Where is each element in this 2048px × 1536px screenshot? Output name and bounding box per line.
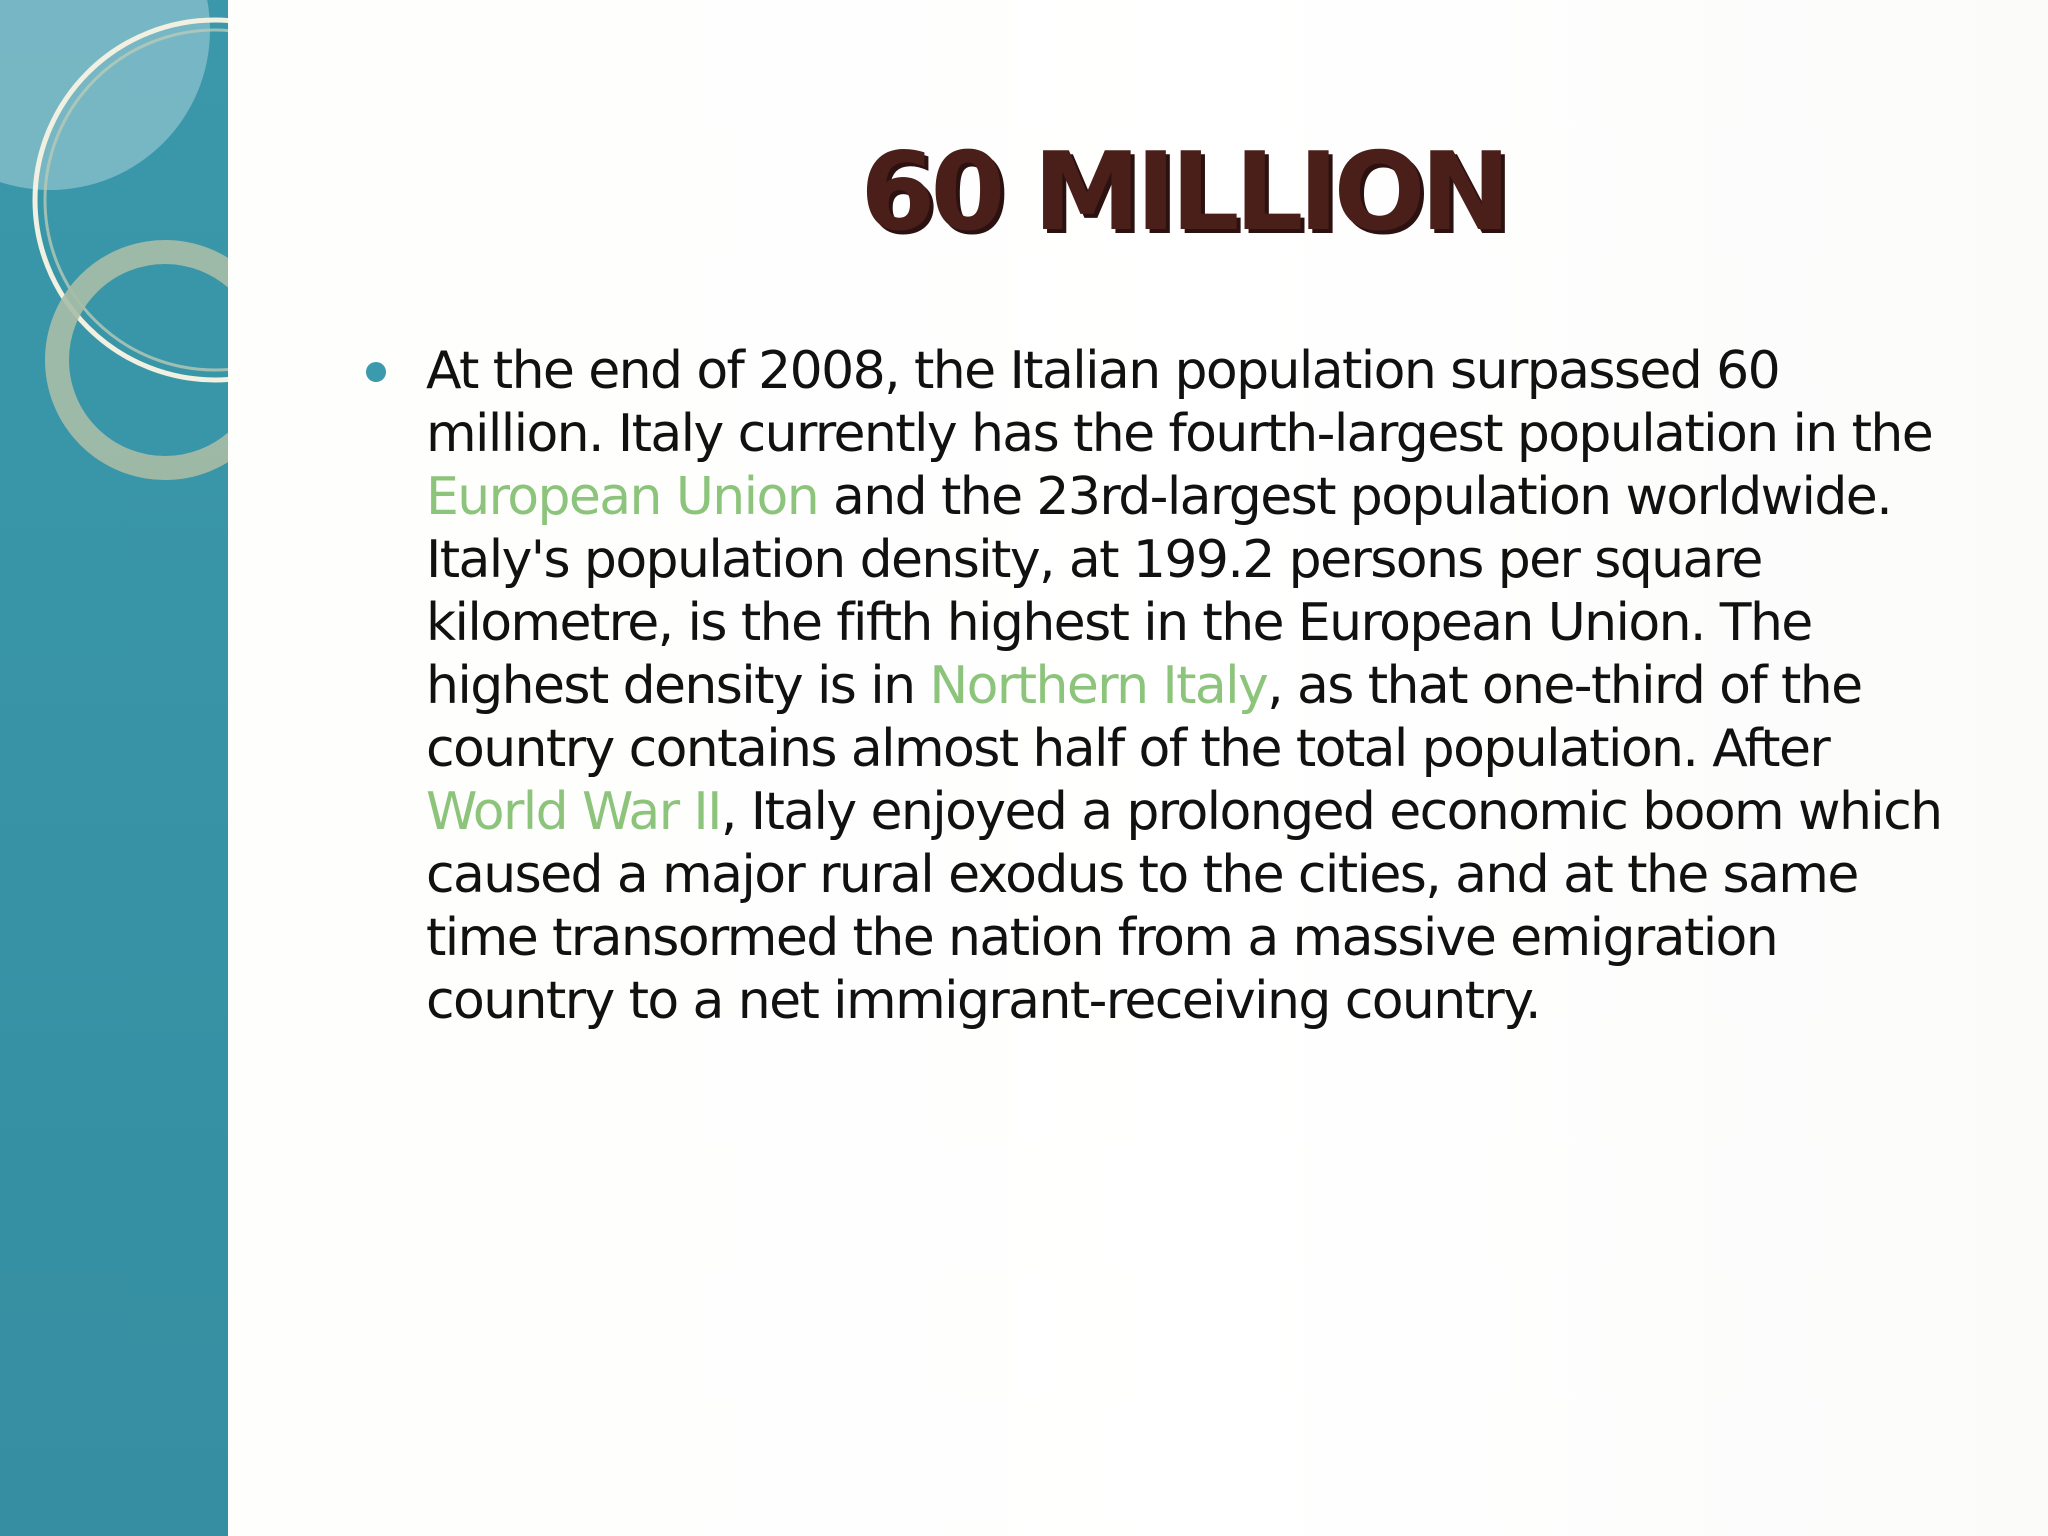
slide-title: 60 MILLION xyxy=(860,130,1506,255)
bullet-text-segment: and the 23rd-largest population worldwide. Italy's population density, at 199.2 persons per square kilometre, is the fifth highest in the European Union. The highest density is in xyxy=(426,467,1892,716)
bullet-text-segment: , as that one-third of the country contains almost half of the total population. After xyxy=(426,656,1862,779)
bullet-list xyxy=(360,340,1970,1033)
link-northern-italy[interactable]: Northern Italy xyxy=(929,656,1268,716)
bullet-dot-icon xyxy=(366,362,386,382)
bullet-text-segment: , Italy enjoyed a prolonged economic boom which caused a major rural exodus to the cities, and at the same time transormed the nation from a massive emigration country to a net immigrant-receiving country. xyxy=(426,782,1942,1031)
bullet-item xyxy=(360,340,1970,1033)
link-world-war-ii[interactable]: World War II xyxy=(426,782,721,842)
decorative-circles-graphic xyxy=(0,0,228,1536)
decorative-sidebar xyxy=(0,0,228,1536)
bullet-text-segment: At the end of 2008, the Italian population surpassed 60 million. Italy currently has the fourth-largest population in the xyxy=(426,341,1933,464)
link-european-union[interactable]: European Union xyxy=(426,467,819,527)
